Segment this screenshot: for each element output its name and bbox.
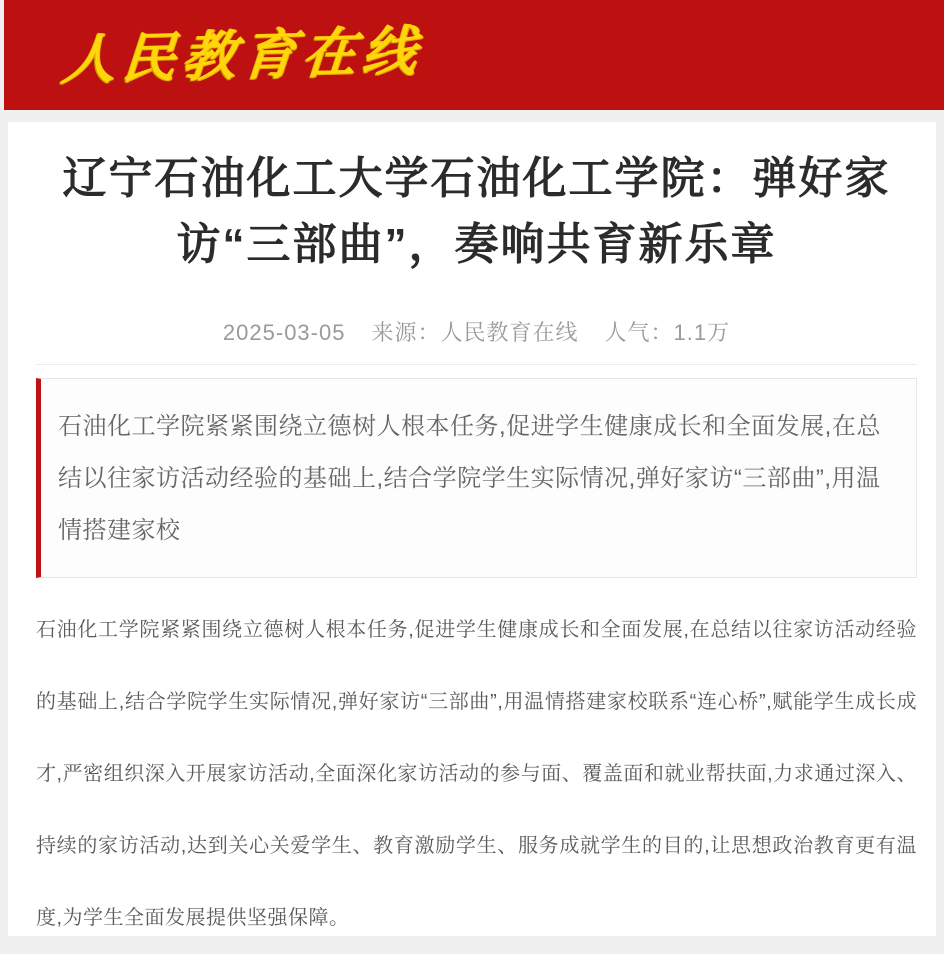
article-summary-text: 石油化工学院紧紧围绕立德树人根本任务,促进学生健康成长和全面发展,在总结以往家访活动经验的基础上,结合学院学生实际情况,弹好家访“三部曲”,用温情搭建家校: [58, 413, 881, 544]
article-body: [36, 594, 917, 954]
article-card: [8, 122, 936, 936]
article-body-paragraph: 石油化工学院紧紧围绕立德树人根本任务,促进学生健康成长和全面发展,在总结以往家访活动经验的基础上,结合学院学生实际情况,弹好家访“三部曲”,用温情搭建家校联系“连心桥”,赋能学生成长成才,严密组织深入开展家访活动,全面深化家访活动的参与面、覆盖面和就业帮扶面,力求通过深入、持续的家访活动,达到关心关爱学生、教育激励学生、服务成就学生的目的,让思想政治教育更有温度,为学生全面发展提供坚强保障。: [36, 619, 917, 929]
article-title: 辽宁石油化工大学石油化工学院：弹好家访“三部曲”，奏响共育新乐章: [62, 154, 891, 269]
site-logo[interactable]: 人民教育在线: [59, 18, 425, 92]
site-banner: [4, 0, 944, 110]
article-date: 2025-03-05: [222, 320, 346, 345]
article-meta: [36, 316, 917, 347]
meta-divider: [36, 364, 917, 365]
article-summary-box: [36, 378, 917, 578]
article-source: 来源：人民教育在线: [371, 320, 579, 345]
article-views: 人气：1.1万: [604, 320, 731, 345]
